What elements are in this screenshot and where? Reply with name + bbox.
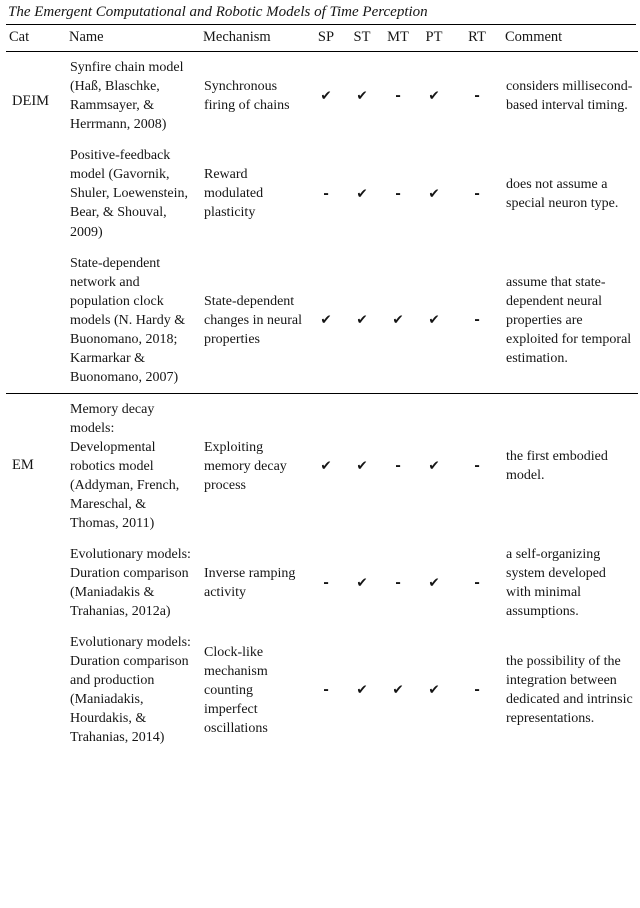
mechanism-cell: Exploiting memory decay process — [200, 393, 308, 539]
category-cell-deim: DEIM — [12, 93, 50, 110]
header-rt: RT — [452, 25, 502, 52]
mechanism-cell: Inverse ramping activity — [204, 566, 296, 601]
pt-mark-cell: ✔ — [416, 393, 452, 539]
mt-mark-cell: ✔ — [392, 311, 404, 328]
comment-cell: considers millisecond-based interval timing. — [506, 79, 633, 114]
sp-mark-cell: - — [323, 185, 329, 202]
st-mark-cell: ✔ — [356, 88, 368, 105]
name-cell: Positive-feedback model (Gavornik, Shuler, Loewenstein, Bear, & Shouval, 2009) — [70, 148, 189, 240]
header-mt: MT — [380, 25, 416, 52]
table-row — [6, 248, 638, 394]
mt-mark-cell: - — [395, 88, 401, 105]
sp-mark-cell: - — [323, 682, 329, 698]
name-cell: Synfire chain model (Haß, Blaschke, Rammsayer, & Herrmann, 2008) — [70, 60, 184, 133]
pt-mark-cell: ✔ — [428, 682, 440, 698]
rt-mark-cell: - — [474, 185, 480, 202]
name-cell: State-dependent network and population clock models (N. Hardy & Buonomano, 2018; Karmarkar & Buonomano, 2007) — [70, 255, 186, 385]
header-name: Name — [66, 25, 200, 52]
table-row — [6, 539, 638, 627]
mt-mark-cell: - — [395, 574, 401, 591]
rt-mark-cell: - — [474, 682, 480, 698]
st-mark-cell: ✔ — [356, 682, 368, 698]
models-table — [6, 25, 638, 753]
mechanism-cell: Synchronous firing of chains — [204, 79, 290, 114]
mt-mark-cell: - — [395, 185, 401, 202]
st-mark-cell: ✔ — [344, 393, 380, 539]
name-cell: Evolutionary models: Duration comparison (Maniadakis & Trahanias, 2012a) — [70, 546, 191, 620]
name-cell: Evolutionary models: Duration comparison and production (Maniadakis, Hourdakis, & Trahanias, 2014) — [70, 635, 191, 746]
sp-mark-cell: ✔ — [320, 311, 332, 328]
st-mark-cell: ✔ — [356, 311, 368, 328]
rt-mark-cell: - — [474, 311, 480, 328]
rt-mark-cell: - — [474, 88, 480, 105]
sp-mark-cell: ✔ — [308, 393, 344, 539]
table-row — [6, 52, 638, 141]
table-row — [6, 140, 638, 247]
sp-mark-cell: - — [323, 574, 329, 591]
mechanism-cell: State-dependent changes in neural properties — [204, 293, 302, 347]
comment-cell: the possibility of the integration between dedicated and intrinsic representations. — [506, 654, 633, 727]
st-mark-cell: ✔ — [356, 185, 368, 202]
header-pt: PT — [416, 25, 452, 52]
mt-mark-cell: - — [380, 393, 416, 539]
pt-mark-cell: ✔ — [428, 574, 440, 591]
header-mechanism: Mechanism — [200, 25, 308, 52]
pt-mark-cell: ✔ — [428, 185, 440, 202]
header-row — [6, 25, 638, 52]
mechanism-cell: Clock-like mechanism counting imperfect oscillations — [204, 644, 268, 736]
st-mark-cell: ✔ — [356, 574, 368, 591]
table-row — [6, 393, 638, 539]
header-comment: Comment — [502, 25, 638, 52]
mt-mark-cell: ✔ — [392, 682, 404, 698]
comment-cell: a self-organizing system developed with minimal assumptions. — [506, 546, 606, 620]
header-sp: SP — [308, 25, 344, 52]
comment-cell: assume that state-dependent neural properties are exploited for temporal estimation. — [506, 274, 632, 366]
comment-cell: does not assume a special neuron type. — [506, 176, 619, 211]
mechanism-cell: Reward modulated plasticity — [204, 167, 264, 221]
header-cat: Cat — [6, 25, 66, 52]
header-st: ST — [344, 25, 380, 52]
rt-mark-cell: - — [452, 393, 502, 539]
table-title: The Emergent Computational and Robotic Models of Time Perception — [6, 2, 636, 25]
pt-mark-cell: ✔ — [428, 311, 440, 328]
pt-mark-cell: ✔ — [428, 88, 440, 105]
table-row — [6, 627, 638, 753]
sp-mark-cell: ✔ — [320, 88, 332, 105]
comment-cell: the first embodied model. — [502, 393, 638, 539]
rt-mark-cell: - — [474, 574, 480, 591]
name-cell: Memory decay models: Developmental robotics model (Addyman, French, Mareschal, & Thomas, 2011) — [66, 393, 200, 539]
category-cell-em: EM — [6, 393, 66, 753]
